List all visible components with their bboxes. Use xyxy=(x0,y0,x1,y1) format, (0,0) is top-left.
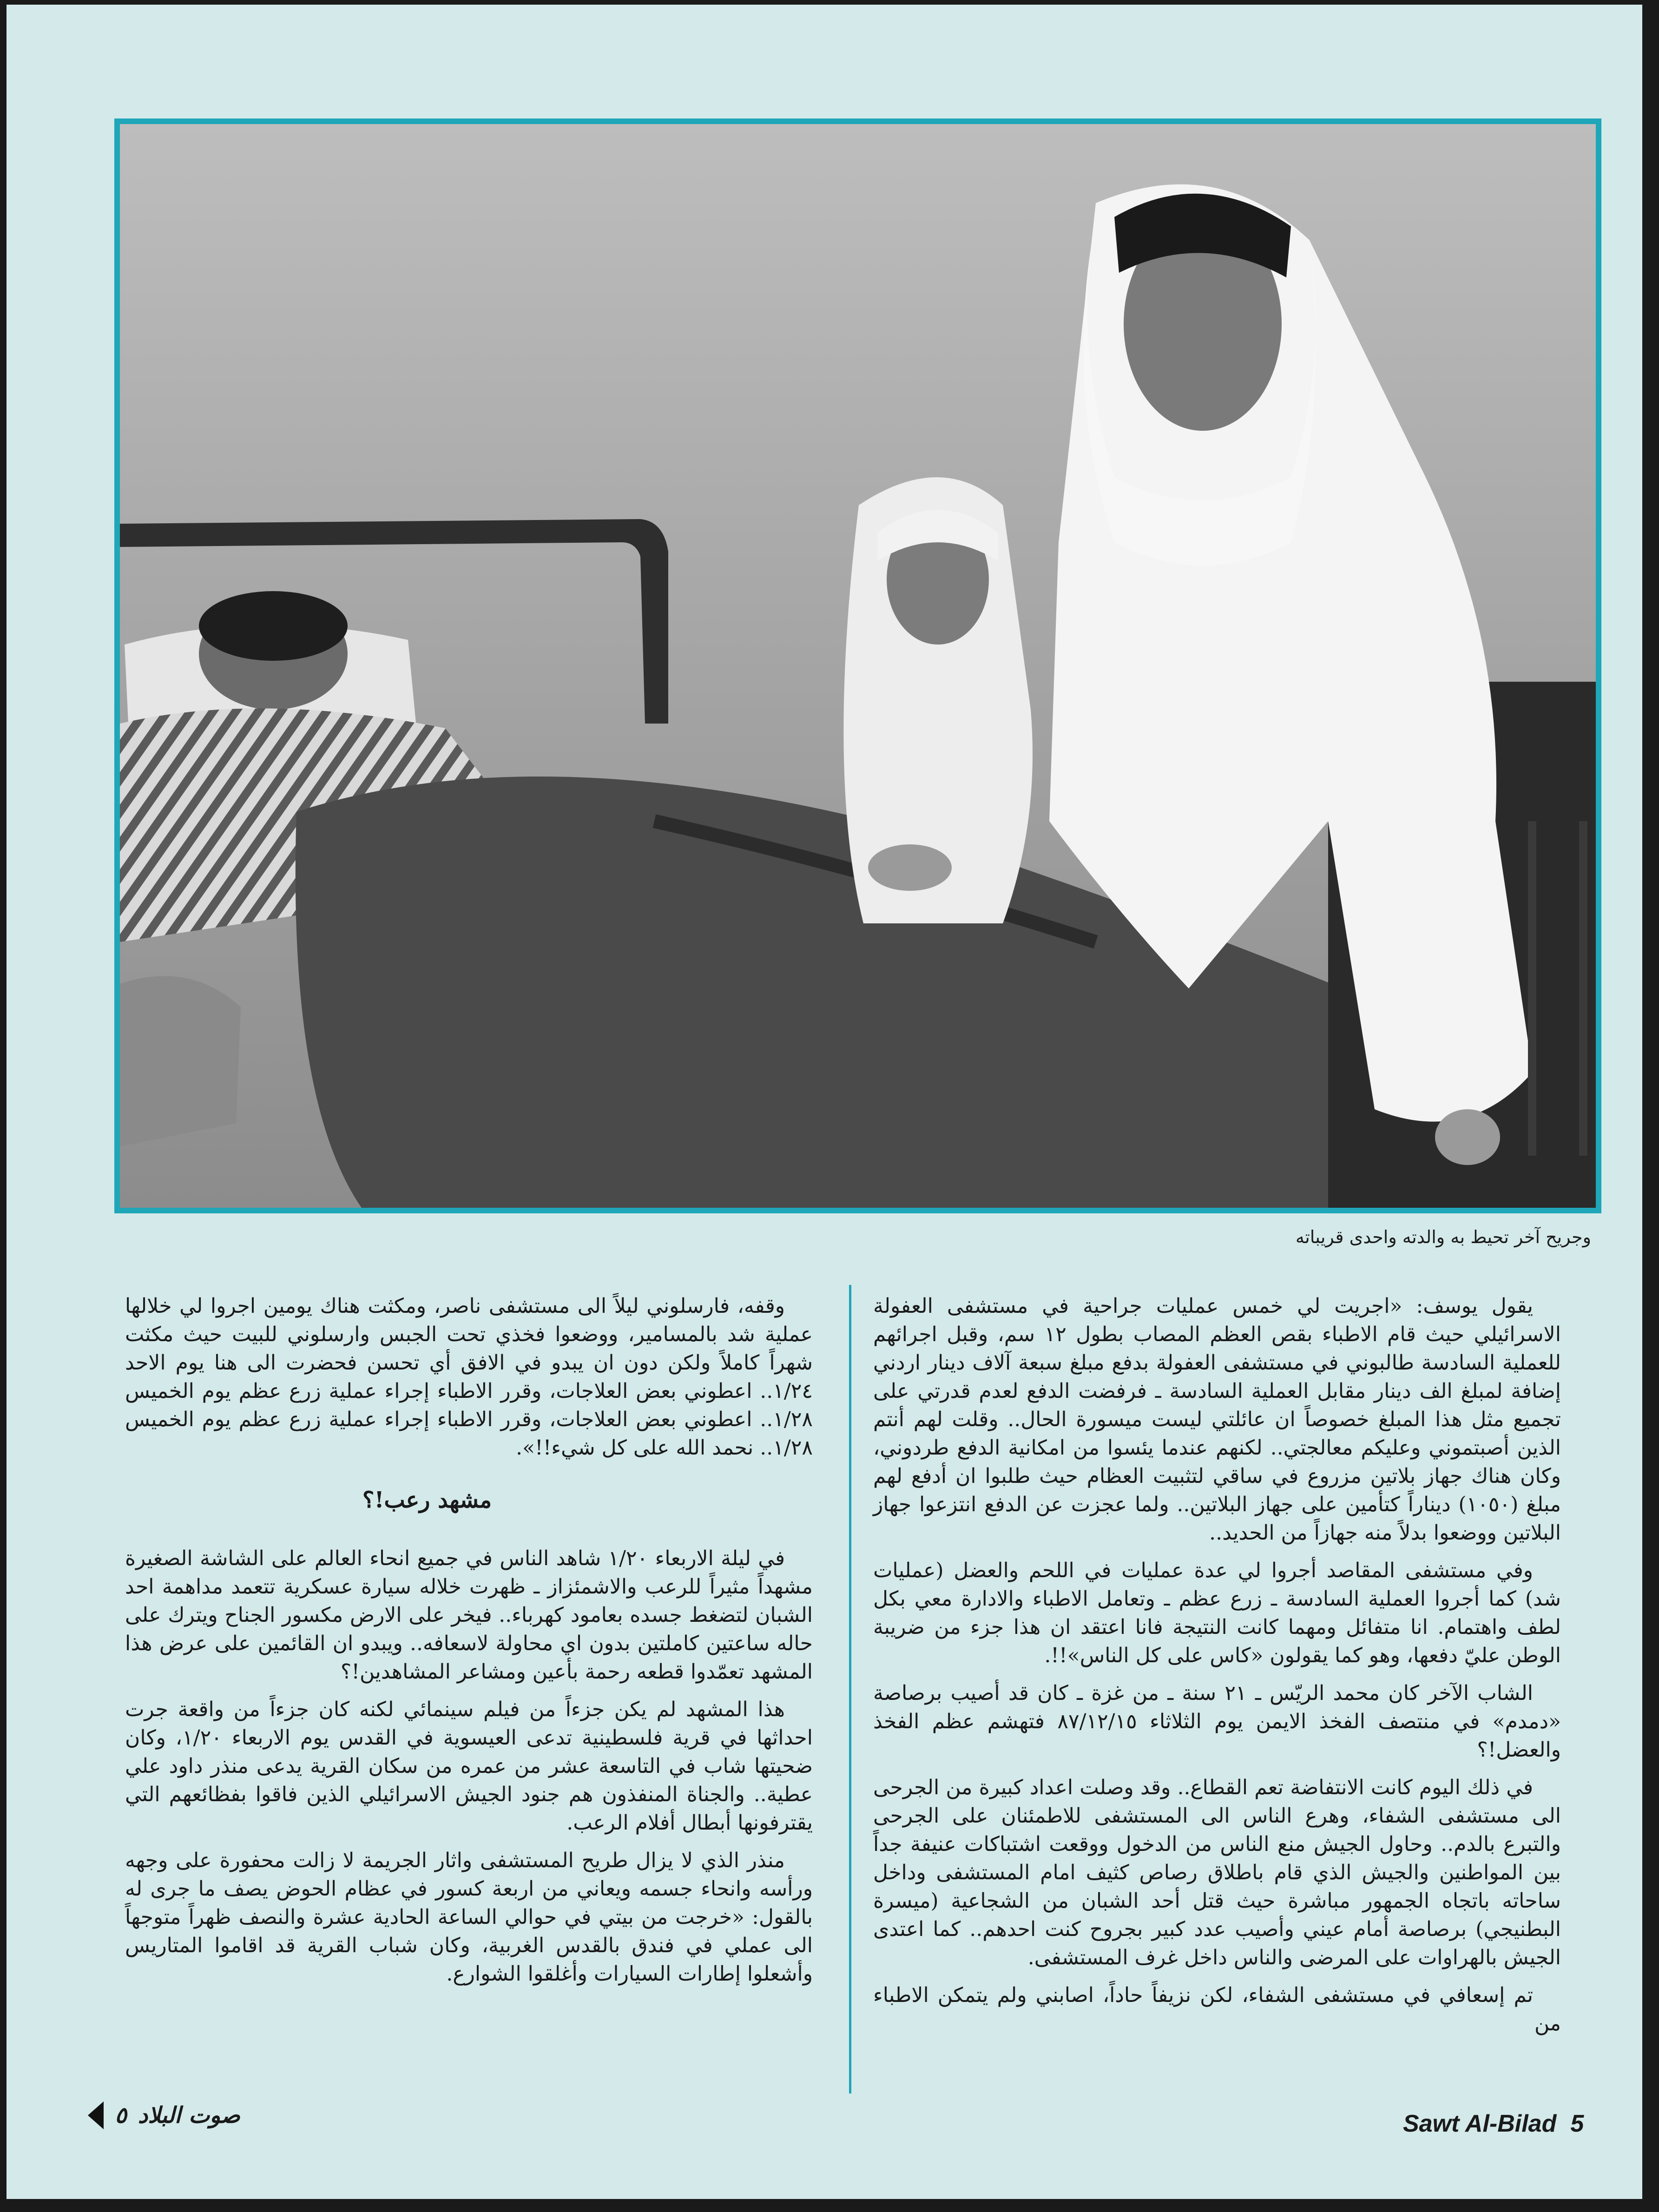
section-heading: مشهد رعب!؟ xyxy=(362,1487,492,1513)
paragraph: تم إسعافي في مستشفى الشفاء، لكن نزيفاً حاداً، اصابني ولم يتمكن الاطباء من xyxy=(873,1983,1561,2035)
footer-arabic xyxy=(88,2097,240,2134)
hospital-scene-image xyxy=(120,124,1596,1208)
paragraph: هذا المشهد لم يكن جزءاً من فيلم سينمائي لكنه كان جزءاً من واقعة جرت احداثها في قرية فلسطينية تدعى العيسوية في القدس يوم الاربعاء ١/٢٠، وكان ضحيتها شاب في التاسعة عشر من عمره من سكان القرية يدعى منذر داود علي عطية.. والجناة المنفذون هم جنود الجيش الاسرائيلي الذين فاقوا بفظائعهم التي يقترفونها أبطال أفلام الرعب. xyxy=(125,1698,813,1835)
page-number-arabic: ٥ xyxy=(115,2102,127,2128)
photo-caption: وجريح آخر تحيط به والدته واحدى قريباته xyxy=(1295,1227,1591,1247)
magazine-page xyxy=(7,5,1642,2199)
article-column-right xyxy=(873,1292,1561,2047)
paragraph: وفي مستشفى المقاصد أجروا لي عدة عمليات في اللحم والعضل (عمليات شد) كما أجروا العملية السادسة ـ زرع عظم ـ وتعامل الاطباء والادارة معي بكل لطف واهتمام. انا متفائل ومهما كانت النتيجة فانا اعتقد ان هذا جزء من ضريبة الوطن عليّ دفعها، وهو كما يقولون «كاس على كل الناس»!!. xyxy=(873,1559,1561,1667)
publication-title-latin: Sawt Al-Bilad xyxy=(1403,2110,1557,2137)
paragraph: وقفه، فارسلوني ليلاً الى مستشفى ناصر، ومكثت هناك يومين اجروا لي خلالها عملية شد بالمسامير، ووضعوا فخذي تحت الجبس وارسلوني للبيت حيث مكثت شهراً كاملاً ولكن دون ان يبدو في الافق أي تحسن فحضرت الى هنا يوم الاحد ١/٢٤.. اعطوني بعض العلاجات، وقرر الاطباء إجراء عملية زرع عظم يوم الخميس ١/٢٨.. اعطوني بعض العلاجات، وقرر الاطباء إجراء عملية زرع عظم يوم الخميس ١/٢٨.. نحمد الله على كل شيء!!». xyxy=(125,1294,813,1460)
article-column-left xyxy=(125,1292,813,1997)
arrow-left-icon xyxy=(88,2101,104,2129)
paragraph: الشاب الآخر كان محمد الريّس ـ ٢١ سنة ـ من غزة ـ كان قد أصيب برصاصة «دمدم» في منتصف الفخذ الايمن يوم الثلاثاء ٨٧/١٢/١٥ فتهشم عظم الفخذ والعضل!؟ xyxy=(873,1681,1561,1762)
column-divider xyxy=(849,1285,851,2094)
paragraph: يقول يوسف: «اجريت لي خمس عمليات جراحية في مستشفى العفولة الاسرائيلي حيث قام الاطباء بقص العظم المصاب بطول ١٢ سم، وقبل اجرائهم للعملية السادسة طالبوني في مستشفى العفولة بدفع مبلغ سبعة آلاف دينار اردني إضافة لمبلغ الف دينار مقابل العملية السادسة ـ فرفضت الدفع لعدم قدرتي على تجميع مثل هذا المبلغ خصوصاً ان عائلتي ليست ميسورة الحال.. وقلت لهم أنتم الذين أصبتموني وعليكم معالجتي.. لكنهم عندما يئسوا من امكانية الدفع طردوني، وكان هناك جهاز بلاتين مزروع في ساقي لتثبيت العظام حيث طلبوا ان أدفع لهم مبلغ (١٠٥٠) ديناراً كتأمين على جهاز البلاتين.. ولما عجزت عن الدفع انتزعوا جهاز البلاتين ووضعوا بدلاً منه جهازاً من الحديد.. xyxy=(873,1294,1561,1545)
paragraph: في ذلك اليوم كانت الانتفاضة تعم القطاع.. وقد وصلت اعداد كبيرة من الجرحى الى مستشفى الشفاء، وهرع الناس الى المستشفى للاطمئنان على الجرحى والتبرع بالدم.. وحاول الجيش منع الناس من الدخول ووقعت اشتباكات عنيفة جداً بين المواطنين والجيش الذي قام باطلاق رصاص كثيف امام المستشفى وداخل ساحاته باتجاه الجمهور مباشرة حيث قتل أحد الشبان من الشجاعية (ميسرة البطنيجي) برصاصة أمام عيني وأصيب عدد كبير بجروح كنت احدهم.. كما اعتدى الجيش بالهراوات على المرضى والناس داخل غرف المستشفى. xyxy=(873,1776,1561,1969)
article-photo xyxy=(114,118,1601,1213)
footer-latin xyxy=(1403,2110,1584,2138)
paragraph: في ليلة الاربعاء ١/٢٠ شاهد الناس في جميع انحاء العالم على الشاشة الصغيرة مشهداً مثيراً للرعب والاشمئزاز ـ ظهرت خلاله سيارة عسكرية تتعمد مداهمة احد الشبان لتضغط جسده بعامود كهرباء.. فيخر على الارض مكسور الجناح ويترك على حاله ساعتين كاملتين بدون اي محاولة لاسعافه.. ويبدو ان القائمين على عرض هذا المشهد تعمّدوا قطعه رحمة بأعين ومشاعر المشاهدين!؟ xyxy=(125,1547,813,1684)
paragraph: منذر الذي لا يزال طريح المستشفى واثار الجريمة لا زالت محفورة على وجهه ورأسه وانحاء جسمه ويعاني من اربعة كسور في عظام الحوض يصف ما جرى له بالقول: «خرجت من بيتي في حوالي الساعة الحادية عشرة والنصف ظهراً متوجهاً الى عملي في فندق بالقدس الغربية، وكان شباب القرية قد اقاموا المتاريس وأشعلوا إطارات السيارات وأغلقوا الشوارع. xyxy=(125,1849,813,1986)
page-number-latin: 5 xyxy=(1570,2110,1584,2137)
publication-title-arabic: صوت البلاد xyxy=(138,2102,240,2128)
